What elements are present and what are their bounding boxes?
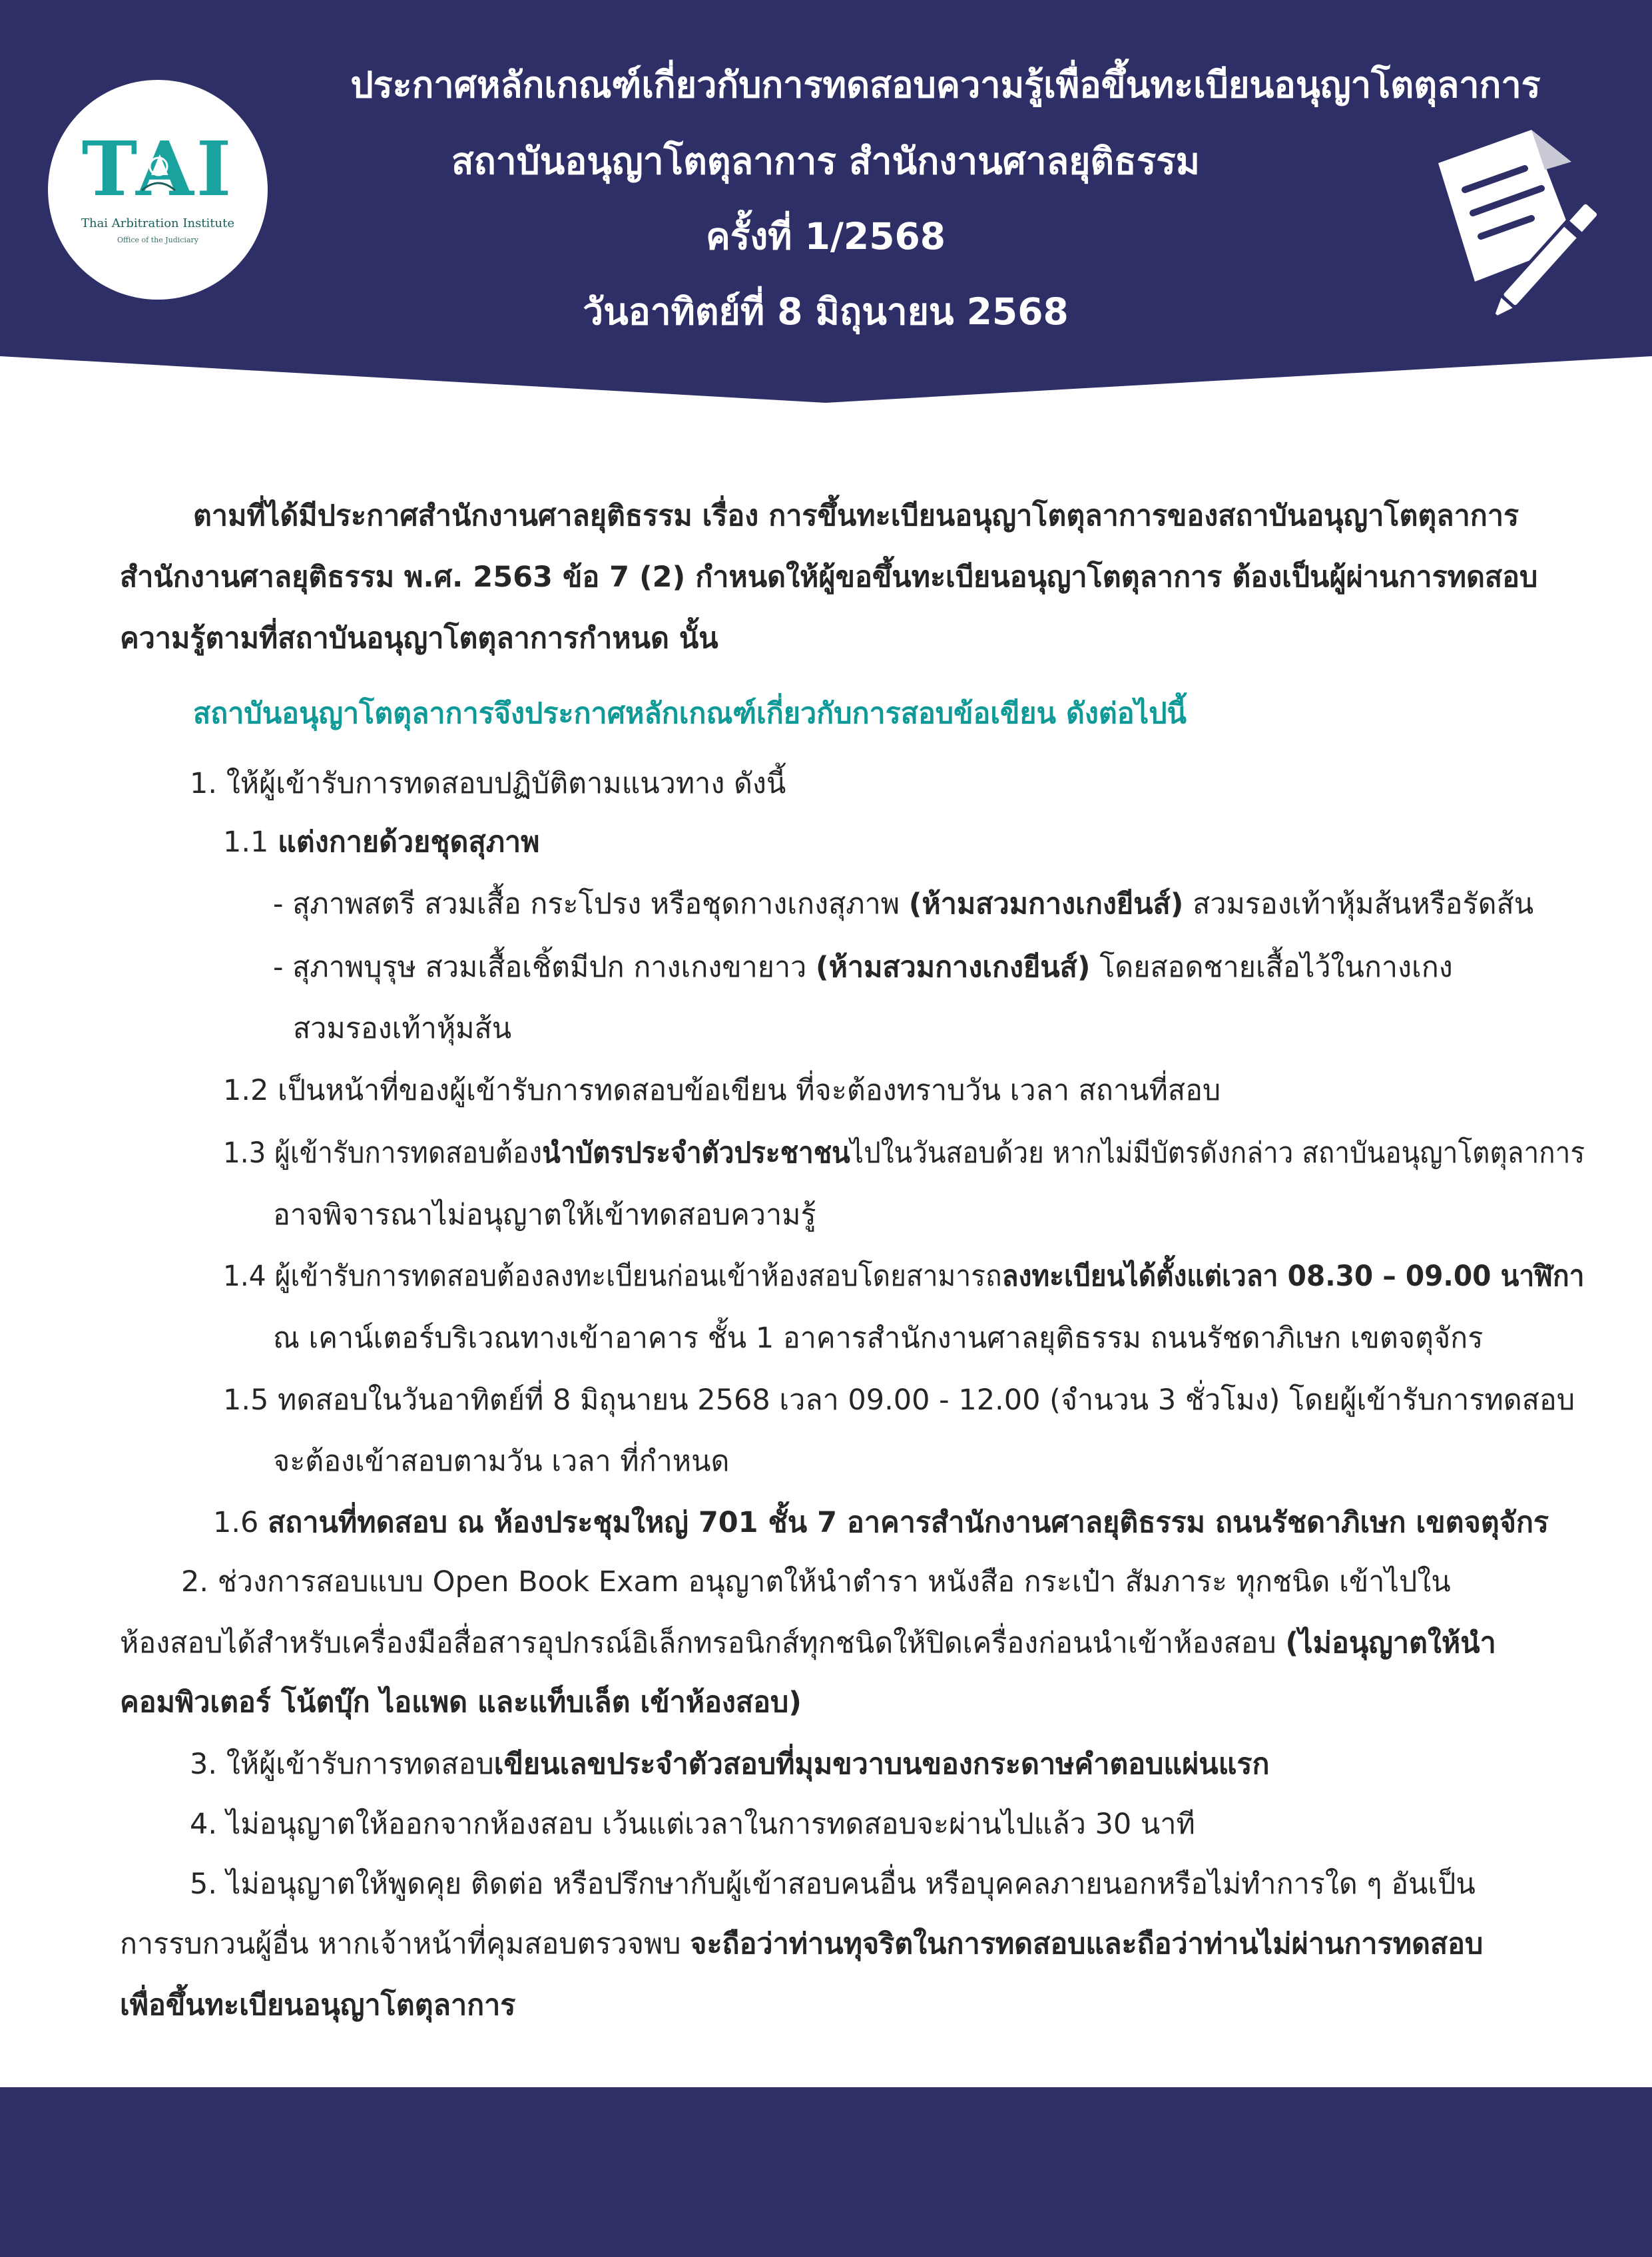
dress-code-female: - สุภาพสตรี สวมเสื้อ กระโปรง หรือชุดกางเกงสุภาพ (ห้ามสวมกางเกงยีนส์) สวมรองเท้าหุ้มส้นหรือรัดส้น [273, 887, 1534, 921]
rule-1-1: 1.1 แต่งกายด้วยชุดสุภาพ [223, 826, 540, 859]
footer-banner [0, 2087, 1652, 2257]
logo-subtitle: Office of the Judiciary [117, 236, 198, 244]
rule-2-cont: ห้องสอบได้สำหรับเครื่องมือสื่อสารอุปกรณ์อิเล็กทรอนิกส์ทุกชนิดให้ปิดเครื่องก่อนนำเข้าห้องสอบ (ไม่อนุญาตให้นำ [120, 1627, 1496, 1660]
intro-line-3: ความรู้ตามที่สถาบันอนุญาโตตุลาการกำหนด นั้น [120, 622, 718, 655]
rule-1-6: 1.6 สถานที่ทดสอบ ณ ห้องประชุมใหญ่ 701 ชั้น 7 อาคารสำนักงานศาลยุติธรรม ถนนรัชดาภิเษก เขตจตุจักร [213, 1506, 1549, 1539]
rule-4: 4. ไม่อนุญาตให้ออกจากห้องสอบ เว้นแต่เวลาในการทดสอบจะผ่านไปแล้ว 30 นาที [190, 1808, 1195, 1841]
title-date: วันอาทิตย์ที่ 8 มิถุนายน 2568 [583, 290, 1069, 333]
rule-1-3: 1.3 ผู้เข้ารับการทดสอบต้องนำบัตรประจำตัวประชาชนไปในวันสอบด้วย หากไม่มีบัตรดังกล่าว สถาบันอนุญาโตตุลาการ [223, 1136, 1585, 1170]
intro-line-1: ตามที่ได้มีประกาศสำนักงานศาลยุติธรรม เรื่อง การขึ้นทะเบียนอนุญาโตตุลาการของสถาบันอนุญาโตตุลาการ [193, 499, 1519, 533]
dress-code-male-cont: สวมรองเท้าหุ้มส้น [293, 1012, 512, 1045]
rule-5-cont-2: เพื่อขึ้นทะเบียนอนุญาโตตุลาการ [120, 1989, 516, 2022]
intro-line-2: สำนักงานศาลยุติธรรม พ.ศ. 2563 ข้อ 7 (2) กำหนดให้ผู้ขอขึ้นทะเบียนอนุญาโตตุลาการ ต้องเป็นผู้ผ่านการทดสอบ [120, 561, 1538, 594]
page-title: ประกาศหลักเกณฑ์เกี่ยวกับการทดสอบความรู้เพื่อขึ้นทะเบียนอนุญาโตตุลาการ [350, 64, 1541, 106]
title-round: ครั้งที่ 1/2568 [705, 215, 946, 258]
rule-1-2: 1.2 เป็นหน้าที่ของผู้เข้ารับการทดสอบข้อเขียน ที่จะต้องทราบวัน เวลา สถานที่สอบ [223, 1074, 1221, 1107]
rule-1: 1. ให้ผู้เข้ารับการทดสอบปฏิบัติตามแนวทาง ดังนี้ [190, 767, 786, 800]
rule-3: 3. ให้ผู้เข้ารับการทดสอบเขียนเลขประจำตัวสอบที่มุมขวาบนของกระดาษคำตอบแผ่นแรก [190, 1748, 1270, 1781]
tai-logo-mark [78, 132, 238, 212]
announcement-heading: สถาบันอนุญาโตตุลาการจึงประกาศหลักเกณฑ์เกี่ยวกับการสอบข้อเขียน ดังต่อไปนี้ [193, 697, 1187, 730]
rule-5-cont: การรบกวนผู้อื่น หากเจ้าหน้าที่คุมสอบตรวจพบ จะถือว่าท่านทุจริตในการทดสอบและถือว่าท่านไม่ผ่านการทดสอบ [120, 1927, 1484, 1961]
dress-code-male: - สุภาพบุรุษ สวมเสื้อเชิ้ตมีปก กางเกงขายาว (ห้ามสวมกางเกงยีนส์) โดยสอดชายเสื้อไว้ในกางเกง [273, 951, 1453, 984]
rule-1-3-cont: อาจพิจารณาไม่อนุญาตให้เข้าทดสอบความรู้ [273, 1198, 816, 1232]
document-with-pen-icon [1412, 123, 1625, 330]
rule-1-5-cont: จะต้องเข้าสอบตามวัน เวลา ที่กำหนด [273, 1445, 730, 1478]
svg-text:TAI: TAI [81, 132, 234, 212]
title-organization: สถาบันอนุญาโตตุลาการ สำนักงานศาลยุติธรรม [451, 140, 1201, 182]
rule-1-4: 1.4 ผู้เข้ารับการทดสอบต้องลงทะเบียนก่อนเข้าห้องสอบโดยสามารถลงทะเบียนได้ตั้งแต่เวลา 08.30 – 09.00 นาฬิกา [223, 1260, 1585, 1293]
rule-2: 2. ช่วงการสอบแบบ Open Book Exam อนุญาตให้นำตำรา หนังสือ กระเป๋า สัมภาระ ทุกชนิด เข้าไปใน [181, 1565, 1451, 1599]
rule-2-cont-2: คอมพิวเตอร์ โน้ตบุ๊ก ไอแพด และแท็บเล็ต เข้าห้องสอบ) [120, 1686, 802, 1719]
rule-5: 5. ไม่อนุญาตให้พูดคุย ติดต่อ หรือปรึกษากับผู้เข้าสอบคนอื่น หรือบุคคลภายนอกหรือไม่ทำการใด ๆ อันเป็น [190, 1868, 1476, 1901]
rule-1-5: 1.5 ทดสอบในวันอาทิตย์ที่ 8 มิถุนายน 2568 เวลา 09.00 - 12.00 (จำนวน 3 ชั่วโมง) โดยผู้เข้ารับการทดสอบ [223, 1383, 1575, 1417]
rule-1-4-cont: ณ เคาน์เตอร์บริเวณทางเข้าอาคาร ชั้น 1 อาคารสำนักงานศาลยุติธรรม ถนนรัชดาภิเษก เขตจตุจักร [273, 1322, 1484, 1355]
logo-name: Thai Arbitration Institute [81, 216, 235, 230]
